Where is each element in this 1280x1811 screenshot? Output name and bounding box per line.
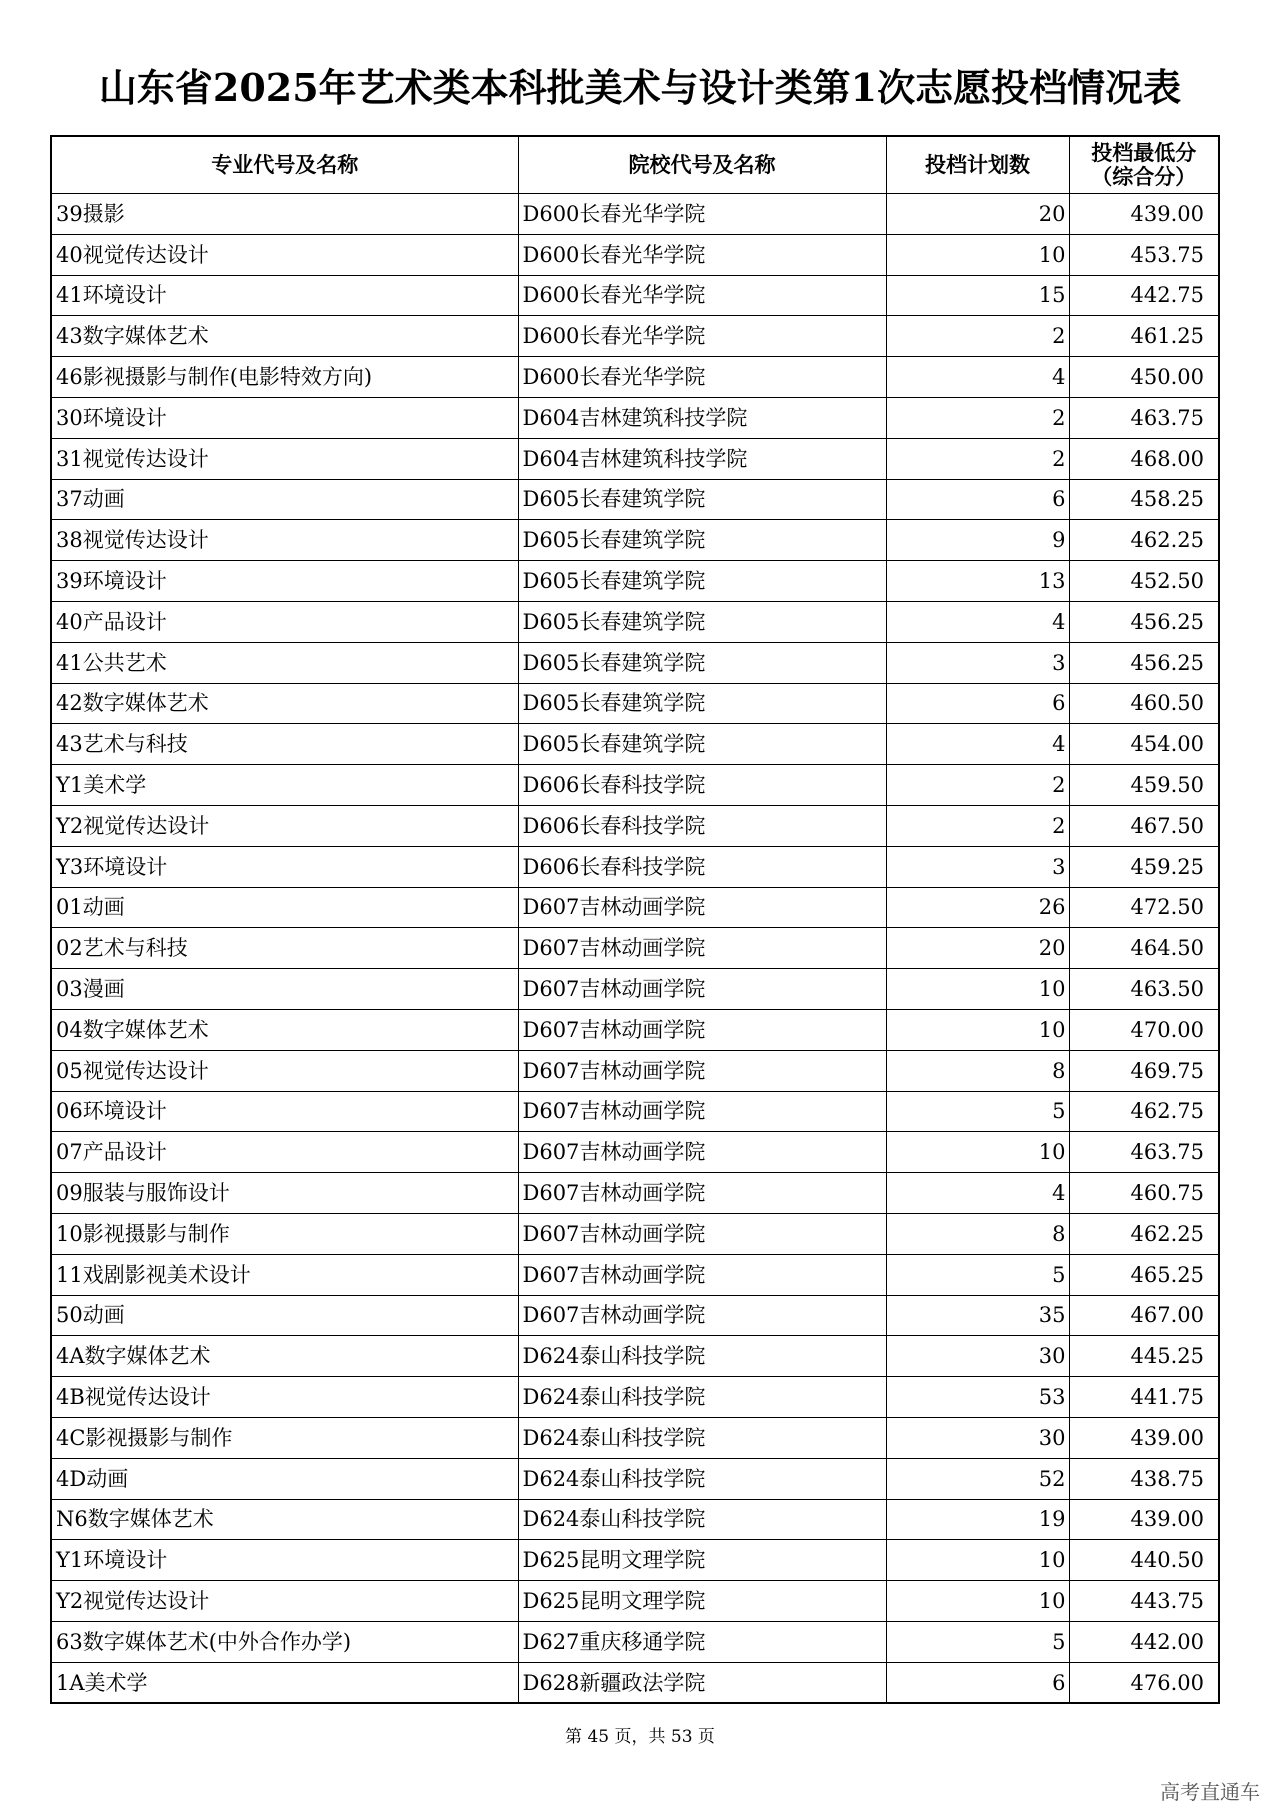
cell-plan: 5 <box>886 1091 1069 1132</box>
cell-school: D607吉林动画学院 <box>518 1091 886 1132</box>
cell-school: D600长春光华学院 <box>518 194 886 235</box>
cell-plan: 9 <box>886 520 1069 561</box>
cell-school: D606长春科技学院 <box>518 805 886 846</box>
cell-min-score: 462.25 <box>1069 520 1219 561</box>
cell-plan: 8 <box>886 1050 1069 1091</box>
cell-min-score: 440.50 <box>1069 1540 1219 1581</box>
cell-min-score: 441.75 <box>1069 1377 1219 1418</box>
cell-plan: 20 <box>886 194 1069 235</box>
cell-major: 42数字媒体艺术 <box>51 683 518 724</box>
cell-min-score: 452.50 <box>1069 561 1219 602</box>
table-row <box>51 1662 1219 1703</box>
cell-plan: 2 <box>886 316 1069 357</box>
table-row <box>51 1254 1219 1295</box>
cell-major: 4A数字媒体艺术 <box>51 1336 518 1377</box>
cell-school: D600长春光华学院 <box>518 275 886 316</box>
cell-school: D607吉林动画学院 <box>518 1295 886 1336</box>
table-row <box>51 601 1219 642</box>
cell-min-score: 439.00 <box>1069 1499 1219 1540</box>
cell-major: 4B视觉传达设计 <box>51 1377 518 1418</box>
cell-plan: 6 <box>886 479 1069 520</box>
cell-major: 03漫画 <box>51 969 518 1010</box>
cell-plan: 2 <box>886 805 1069 846</box>
cell-plan: 6 <box>886 1662 1069 1703</box>
cell-school: D627重庆移通学院 <box>518 1621 886 1662</box>
cell-min-score: 445.25 <box>1069 1336 1219 1377</box>
watermark: 高考直通车 <box>1160 1780 1260 1804</box>
cell-plan: 4 <box>886 601 1069 642</box>
cell-min-score: 459.50 <box>1069 765 1219 806</box>
cell-major: 30环境设计 <box>51 397 518 438</box>
table-row <box>51 1336 1219 1377</box>
cell-major: 11戏剧影视美术设计 <box>51 1254 518 1295</box>
table-row <box>51 1540 1219 1581</box>
cell-major: 46影视摄影与制作(电影特效方向) <box>51 357 518 398</box>
cell-major: 01动画 <box>51 887 518 928</box>
cell-school: D607吉林动画学院 <box>518 969 886 1010</box>
table-row <box>51 275 1219 316</box>
cell-plan: 10 <box>886 1540 1069 1581</box>
admission-table <box>50 135 1220 1704</box>
cell-major: 39摄影 <box>51 194 518 235</box>
table-row <box>51 1417 1219 1458</box>
table-row <box>51 1173 1219 1214</box>
cell-major: 40产品设计 <box>51 601 518 642</box>
table-row <box>51 642 1219 683</box>
page-footer: 第 45 页，共 53 页 <box>565 1727 715 1747</box>
cell-plan: 20 <box>886 928 1069 969</box>
cell-min-score: 443.75 <box>1069 1581 1219 1622</box>
cell-school: D605长春建筑学院 <box>518 601 886 642</box>
table-row <box>51 805 1219 846</box>
cell-min-score: 460.50 <box>1069 683 1219 724</box>
cell-major: 09服装与服饰设计 <box>51 1173 518 1214</box>
cell-major: 37动画 <box>51 479 518 520</box>
table-row <box>51 846 1219 887</box>
cell-plan: 10 <box>886 969 1069 1010</box>
cell-min-score: 470.00 <box>1069 1009 1219 1050</box>
cell-major: Y2视觉传达设计 <box>51 1581 518 1622</box>
cell-school: D604吉林建筑科技学院 <box>518 438 886 479</box>
cell-school: D600长春光华学院 <box>518 234 886 275</box>
cell-school: D604吉林建筑科技学院 <box>518 397 886 438</box>
cell-major: N6数字媒体艺术 <box>51 1499 518 1540</box>
table-row <box>51 1213 1219 1254</box>
table-row <box>51 194 1219 235</box>
table-row <box>51 928 1219 969</box>
header-min-score-line2: （综合分） <box>1091 165 1197 189</box>
cell-major: 02艺术与科技 <box>51 928 518 969</box>
cell-plan: 4 <box>886 724 1069 765</box>
cell-plan: 30 <box>886 1336 1069 1377</box>
cell-min-score: 463.50 <box>1069 969 1219 1010</box>
cell-plan: 26 <box>886 887 1069 928</box>
table-row <box>51 1499 1219 1540</box>
cell-min-score: 439.00 <box>1069 1417 1219 1458</box>
cell-major: 05视觉传达设计 <box>51 1050 518 1091</box>
cell-school: D607吉林动画学院 <box>518 1173 886 1214</box>
table-row <box>51 1009 1219 1050</box>
cell-plan: 8 <box>886 1213 1069 1254</box>
table-row <box>51 1295 1219 1336</box>
cell-major: Y3环境设计 <box>51 846 518 887</box>
table-row <box>51 1050 1219 1091</box>
cell-major: Y1环境设计 <box>51 1540 518 1581</box>
header-min-score-line1: 投档最低分 <box>1091 141 1197 165</box>
cell-school: D624泰山科技学院 <box>518 1417 886 1458</box>
table-row <box>51 969 1219 1010</box>
cell-plan: 3 <box>886 846 1069 887</box>
cell-major: 38视觉传达设计 <box>51 520 518 561</box>
cell-min-score: 463.75 <box>1069 1132 1219 1173</box>
cell-min-score: 469.75 <box>1069 1050 1219 1091</box>
table-row <box>51 1458 1219 1499</box>
cell-major: 04数字媒体艺术 <box>51 1009 518 1050</box>
cell-school: D605长春建筑学院 <box>518 683 886 724</box>
cell-school: D607吉林动画学院 <box>518 1050 886 1091</box>
cell-major: 39环境设计 <box>51 561 518 602</box>
cell-major: 4D动画 <box>51 1458 518 1499</box>
table-row <box>51 561 1219 602</box>
cell-major: 41公共艺术 <box>51 642 518 683</box>
cell-min-score: 468.00 <box>1069 438 1219 479</box>
table-row <box>51 357 1219 398</box>
cell-major: 43艺术与科技 <box>51 724 518 765</box>
cell-min-score: 450.00 <box>1069 357 1219 398</box>
table-row <box>51 1621 1219 1662</box>
cell-plan: 10 <box>886 234 1069 275</box>
header-major: 专业代号及名称 <box>51 136 518 194</box>
cell-major: 06环境设计 <box>51 1091 518 1132</box>
cell-min-score: 463.75 <box>1069 397 1219 438</box>
cell-plan: 53 <box>886 1377 1069 1418</box>
cell-plan: 15 <box>886 275 1069 316</box>
table-row <box>51 1581 1219 1622</box>
table-row <box>51 765 1219 806</box>
cell-min-score: 456.25 <box>1069 642 1219 683</box>
cell-plan: 10 <box>886 1132 1069 1173</box>
cell-school: D607吉林动画学院 <box>518 1132 886 1173</box>
cell-school: D605长春建筑学院 <box>518 479 886 520</box>
cell-plan: 5 <box>886 1254 1069 1295</box>
cell-school: D605长春建筑学院 <box>518 520 886 561</box>
cell-school: D624泰山科技学院 <box>518 1336 886 1377</box>
table-header-row <box>51 136 1219 194</box>
cell-school: D606长春科技学院 <box>518 765 886 806</box>
cell-school: D624泰山科技学院 <box>518 1458 886 1499</box>
cell-plan: 5 <box>886 1621 1069 1662</box>
cell-school: D607吉林动画学院 <box>518 1213 886 1254</box>
cell-school: D628新疆政法学院 <box>518 1662 886 1703</box>
cell-school: D605长春建筑学院 <box>518 642 886 683</box>
table-row <box>51 1132 1219 1173</box>
header-plan: 投档计划数 <box>886 136 1069 194</box>
table-row <box>51 479 1219 520</box>
cell-min-score: 476.00 <box>1069 1662 1219 1703</box>
cell-min-score: 467.00 <box>1069 1295 1219 1336</box>
cell-major: 31视觉传达设计 <box>51 438 518 479</box>
table-row <box>51 397 1219 438</box>
table-row <box>51 887 1219 928</box>
header-min-score <box>1069 136 1219 194</box>
cell-plan: 2 <box>886 765 1069 806</box>
cell-school: D607吉林动画学院 <box>518 887 886 928</box>
cell-major: Y1美术学 <box>51 765 518 806</box>
table-body <box>51 194 1219 1704</box>
cell-major: 43数字媒体艺术 <box>51 316 518 357</box>
cell-min-score: 462.75 <box>1069 1091 1219 1132</box>
cell-school: D625昆明文理学院 <box>518 1540 886 1581</box>
cell-plan: 10 <box>886 1009 1069 1050</box>
cell-min-score: 464.50 <box>1069 928 1219 969</box>
cell-plan: 2 <box>886 438 1069 479</box>
table-row <box>51 683 1219 724</box>
table-row <box>51 234 1219 275</box>
cell-min-score: 439.00 <box>1069 194 1219 235</box>
cell-plan: 2 <box>886 397 1069 438</box>
table-row <box>51 316 1219 357</box>
table-row <box>51 520 1219 561</box>
cell-school: D607吉林动画学院 <box>518 1254 886 1295</box>
cell-school: D606长春科技学院 <box>518 846 886 887</box>
cell-plan: 30 <box>886 1417 1069 1458</box>
cell-school: D607吉林动画学院 <box>518 928 886 969</box>
cell-plan: 3 <box>886 642 1069 683</box>
cell-major: 63数字媒体艺术(中外合作办学) <box>51 1621 518 1662</box>
cell-min-score: 442.00 <box>1069 1621 1219 1662</box>
cell-plan: 35 <box>886 1295 1069 1336</box>
cell-min-score: 472.50 <box>1069 887 1219 928</box>
header-school: 院校代号及名称 <box>518 136 886 194</box>
cell-major: Y2视觉传达设计 <box>51 805 518 846</box>
cell-min-score: 442.75 <box>1069 275 1219 316</box>
cell-major: 1A美术学 <box>51 1662 518 1703</box>
cell-min-score: 461.25 <box>1069 316 1219 357</box>
cell-min-score: 456.25 <box>1069 601 1219 642</box>
cell-school: D605长春建筑学院 <box>518 724 886 765</box>
cell-school: D624泰山科技学院 <box>518 1499 886 1540</box>
cell-plan: 4 <box>886 357 1069 398</box>
table-row <box>51 724 1219 765</box>
cell-major: 10影视摄影与制作 <box>51 1213 518 1254</box>
cell-min-score: 462.25 <box>1069 1213 1219 1254</box>
cell-min-score: 459.25 <box>1069 846 1219 887</box>
cell-school: D600长春光华学院 <box>518 316 886 357</box>
cell-school: D624泰山科技学院 <box>518 1377 886 1418</box>
cell-plan: 6 <box>886 683 1069 724</box>
cell-plan: 10 <box>886 1581 1069 1622</box>
cell-plan: 13 <box>886 561 1069 602</box>
cell-school: D625昆明文理学院 <box>518 1581 886 1622</box>
cell-min-score: 460.75 <box>1069 1173 1219 1214</box>
cell-major: 40视觉传达设计 <box>51 234 518 275</box>
table-row <box>51 1377 1219 1418</box>
cell-plan: 52 <box>886 1458 1069 1499</box>
cell-school: D600长春光华学院 <box>518 357 886 398</box>
cell-major: 4C影视摄影与制作 <box>51 1417 518 1458</box>
cell-school: D605长春建筑学院 <box>518 561 886 602</box>
cell-min-score: 465.25 <box>1069 1254 1219 1295</box>
cell-major: 41环境设计 <box>51 275 518 316</box>
cell-min-score: 438.75 <box>1069 1458 1219 1499</box>
cell-major: 07产品设计 <box>51 1132 518 1173</box>
cell-min-score: 467.50 <box>1069 805 1219 846</box>
cell-school: D607吉林动画学院 <box>518 1009 886 1050</box>
cell-plan: 19 <box>886 1499 1069 1540</box>
cell-plan: 4 <box>886 1173 1069 1214</box>
cell-min-score: 454.00 <box>1069 724 1219 765</box>
table-row <box>51 438 1219 479</box>
page-title: 山东省2025年艺术类本科批美术与设计类第1次志愿投档情况表 <box>98 65 1182 110</box>
cell-min-score: 458.25 <box>1069 479 1219 520</box>
cell-major: 50动画 <box>51 1295 518 1336</box>
cell-min-score: 453.75 <box>1069 234 1219 275</box>
table-row <box>51 1091 1219 1132</box>
